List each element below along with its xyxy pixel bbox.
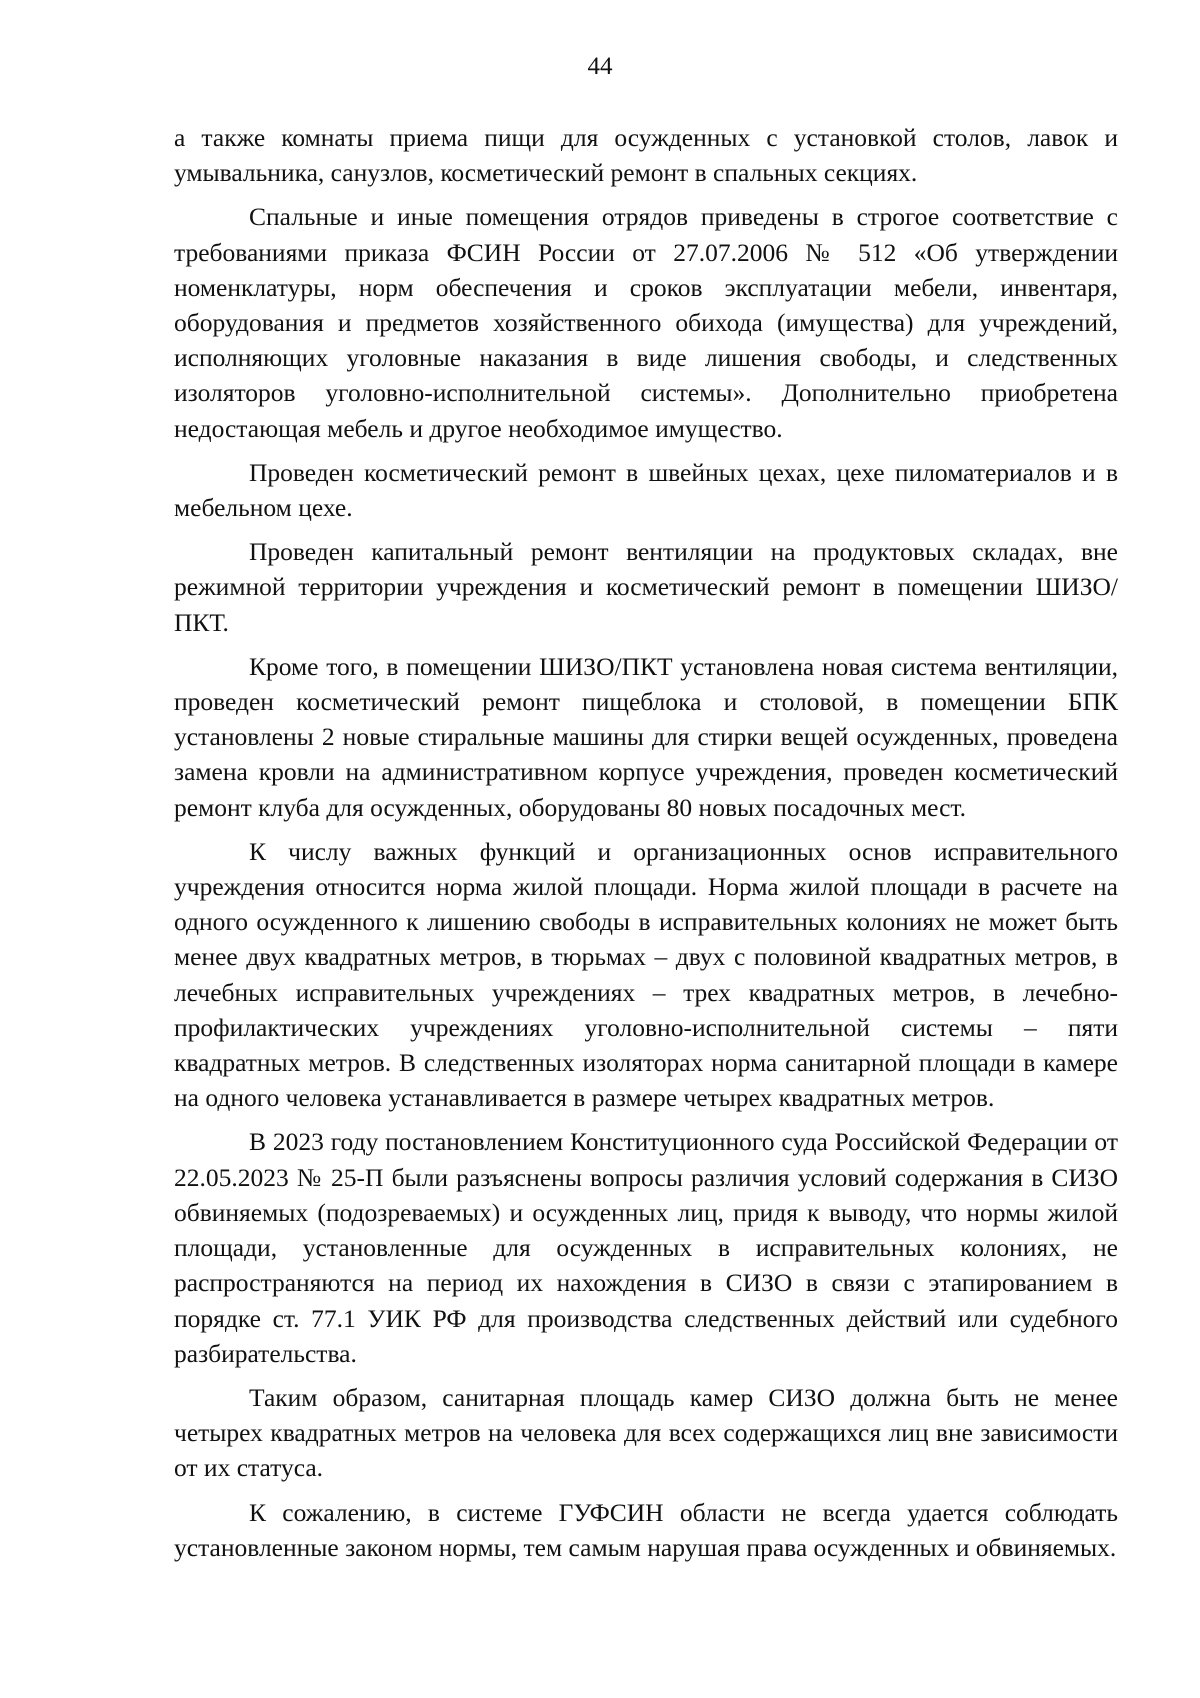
paragraph-constitutional-court: В 2023 году постановлением Конституционного суда Российской Федерации от 22.05.2023 № 25-П были разъяснены вопросы различия условий содержания в СИЗО обвиняемых (подозреваемых) и осужденных лиц, придя к выводу, что нормы жилой площади, установленные для осужденных в исправительных колониях, не распространяются на период их нахождения в СИЗО в связи с этапированием в порядке ст. 77.1 УИК РФ для производства следственных действий или судебного разбирательства. <box>174 1127 1118 1368</box>
paragraph-ventilation-repair: Проведен капитальный ремонт вентиляции на продуктовых складах, вне режимной территории учреждения и косметический ремонт в помещении ШИЗО/ПКТ. <box>174 537 1118 637</box>
paragraph-living-space-norms: К числу важных функций и организационных основ исправительного учреждения относится норма жилой площади. Норма жилой площади в расчете на одного осужденного к лишению свободы в исправительных колониях не может быть менее двух квадратных метров, в тюрьмах – двух с половиной квадратных метров, в лечебных исправительных учреждениях – трех квадратных метров, в лечебно-профилактических учреждениях уголовно-исполнительной системы – пяти квадратных метров. В следственных изоляторах норма санитарной площади в камере на одного человека устанавливается в размере четырех квадратных метров. <box>174 836 1118 1113</box>
page-number: 44 <box>587 53 613 80</box>
paragraph-furniture-compliance: Спальные и иные помещения отрядов приведены в строгое соответствие с требованиями приказа ФСИН России от 27.07.2006 № 512 «Об утверждении номенклатуры, норм обеспечения и сроков эксплуатации мебели, инвентаря, оборудования и предметов хозяйственного обихода (имущества) для учреждений, исполняющих уголовные наказания в виде лишения свободы, и следственных изоляторов уголовно-исполнительной системы». Дополнительно приобретена недостающая мебель и другое необходимое имущество. <box>174 202 1118 443</box>
paragraph-workshop-repair: Проведен косметический ремонт в швейных цехах, цехе пиломатериалов и в мебельном цехе. <box>174 457 1118 523</box>
paragraph-continued: а также комнаты приема пищи для осужденных с установкой столов, лавок и умывальника, санузлов, косметический ремонт в спальных секциях. <box>174 123 1118 188</box>
document-body <box>174 120 1118 1574</box>
paragraph-violations: К сожалению, в системе ГУФСИН области не всегда удается соблюдать установленные законом нормы, тем самым нарушая права осужденных и обвиняемых. <box>174 1497 1118 1562</box>
paragraph-additional-works: Кроме того, в помещении ШИЗО/ПКТ установлена новая система вентиляции, проведен косметический ремонт пищеблока и столовой, в помещении БПК установлены 2 новые стиральные машины для стирки вещей осужденных, проведена замена кровли на административном корпусе учреждения, проведен косметический ремонт клуба для осужденных, оборудованы 80 новых посадочных мест. <box>174 651 1118 822</box>
paragraph-sizo-area: Таким образом, санитарная площадь камер СИЗО должна быть не менее четырех квадратных метров на человека для всех содержащихся лиц вне зависимости от их статуса. <box>174 1382 1118 1483</box>
